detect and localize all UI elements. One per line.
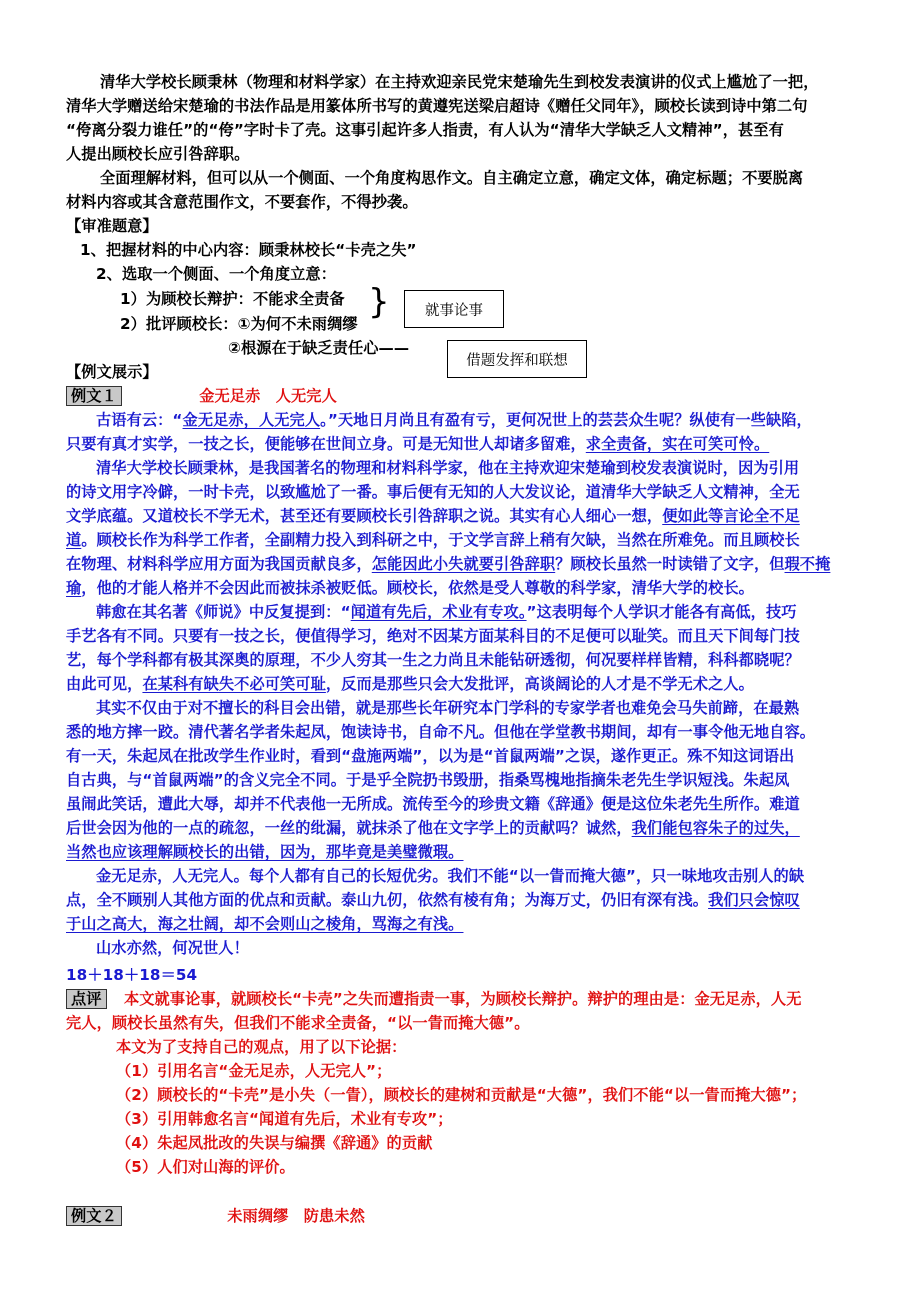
essay-text: 金无足赤，人无完人。每个人都有自己的长短优劣。我们不能“以一眚而掩大德”，只一味地攻击别人的缺 <box>96 867 805 885</box>
essay1-line <box>66 505 856 528</box>
essay1-line <box>66 745 856 768</box>
underlined-phrase: 瑜 <box>66 579 82 597</box>
label-box: 就事论事 <box>404 290 504 328</box>
essay1-title: 金无足赤 人无完人 <box>199 387 337 405</box>
essay1-header <box>66 385 856 408</box>
essay1-line <box>96 697 886 720</box>
underlined-phrase: 道 <box>66 531 82 549</box>
essay-text: ”这表明每个人学识才能各有高低，技巧 <box>526 603 797 621</box>
instruction-line: 材料内容或其含意范围作文，不要套作，不得抄袭。 <box>66 193 418 211</box>
essay1-line <box>66 649 856 672</box>
essay-text: 韩愈在其名著《师说》中反复提到：“ <box>96 603 351 621</box>
essay-text: 点，全不顾别人其他方面的优点和贡献。泰山九仞，依然有棱有角；为海万丈，仍旧有深有浅。 <box>66 891 709 909</box>
essay1-line <box>96 409 886 432</box>
essay-text: 后世会因为他的一点的疏忽，一丝的纰漏，就抹杀了他在文字学上的贡献吗？诚然， <box>66 819 632 837</box>
essay-text: 的诗文用字冷僻，一时卡壳，以致尴尬了一番。事后便有无知的人大发议论，道清华大学缺乏人文精神，全无 <box>66 483 800 501</box>
essay-text: 清华大学校长顾秉林，是我国著名的物理和材料科学家，他在主持欢迎宋楚瑜到校发表演说时，因为引用 <box>96 459 800 477</box>
essay-text: 山水亦然，何况世人！ <box>96 939 249 957</box>
label-box: 借题发挥和联想 <box>447 340 587 378</box>
comment-line: 本文为了支持自己的观点，用了以下论据： <box>116 1038 407 1056</box>
essay-text: ，反而是那些只会大发批评，高谈阔论的人才是不学无术之人。 <box>325 675 754 693</box>
essay1-line <box>66 625 856 648</box>
underlined-phrase: 怎能因此小失就要引咎辞职 <box>371 555 556 573</box>
analysis-point: 2、选取一个侧面、一个角度立意： <box>96 265 336 283</box>
analysis-point: 1）为顾校长辩护：不能求全责备 <box>120 290 345 308</box>
essay-text: 其实不仅由于对不擅长的科目会出错，就是那些长年研究本门学科的专家学者也难免会马失前蹄，在最熟 <box>96 699 800 717</box>
essay1-line <box>66 889 856 912</box>
essay-text: ？顾校长虽然一时读错了文字，但 <box>555 555 785 573</box>
essay-text: 由此可见， <box>66 675 143 693</box>
essay1-line <box>66 577 856 600</box>
essay1-line <box>96 601 886 624</box>
underlined-phrase: 便如此等言论全不足 <box>662 507 800 525</box>
comment-tag: 点评 <box>66 989 107 1009</box>
essay1-line <box>66 433 856 456</box>
essay1-line <box>66 817 856 840</box>
essay-text: 文学底蕴。又道校长不学无术，甚至还有要顾校长引咎辞职之说。其实有心人细心一想， <box>66 507 663 525</box>
essay-text: 自古典，与“首鼠两端”的含义完全不同。于是乎全院扔书毁册，指桑骂槐地指摘朱老先生学识短浅。朱起凤 <box>66 771 790 789</box>
comment-line: 完人，顾校长虽然有失，但我们不能求全责备，“以一眚而掩大德”。 <box>66 1014 530 1032</box>
essay-text: 。顾校长作为科学工作者，全副精力投入到科研之中，于文学言辞上稍有欠缺，当然在所难免。而且顾校长 <box>81 531 800 549</box>
instruction-line: 全面理解材料，但可以从一个侧面、一个角度构思作文。自主确定立意，确定文体，确定标题；不要脱离 <box>100 169 804 187</box>
underlined-phrase: 我们只会惊叹 <box>708 891 800 909</box>
essay-text: 古语有云：“ <box>96 411 183 429</box>
essay1-line <box>66 841 856 864</box>
underlined-phrase: 当然也应该理解顾校长的出错，因为，那毕竟是美璧微瑕。 <box>66 843 464 861</box>
essay-text: 只要有真才实学，一技之长，便能够在世间立身。可是无知世人却诸多留难， <box>66 435 586 453</box>
comment-text: 本文就事论事，就顾校长“卡壳”之失而遭指责一事，为顾校长辩护。辩护的理由是：金无足赤，人无 <box>123 990 802 1008</box>
analysis-header: 【审准题意】 <box>66 217 158 235</box>
intro-line: “侉离分裂力谁任”的“侉”字时卡了壳。这事引起许多人指责，有人认为“清华大学缺乏人文精神”，甚至有 <box>66 121 784 139</box>
essay1-line <box>66 769 856 792</box>
essay2-header <box>66 1205 856 1228</box>
essay-text: 。”天地日月尚且有盈有亏，更何况世上的芸芸众生呢？纵使有一些缺陷， <box>320 411 812 429</box>
essay1-line <box>96 865 886 888</box>
comment-line <box>66 988 856 1011</box>
underlined-phrase: 于山之高大，海之壮阔，却不会则山之棱角，骂海之有浅。 <box>66 915 464 933</box>
essay1-line <box>66 913 856 936</box>
essay1-line <box>96 457 886 480</box>
essay-text: 艺，每个学科都有极其深奥的原理，不少人穷其一生之力尚且未能钻研透彻，何况要样样皆精，科科都晓呢？ <box>66 651 800 669</box>
brace-icon: } <box>368 282 390 322</box>
intro-line: 清华大学校长顾秉林（物理和材料学家）在主持欢迎亲民党宋楚瑜先生到校发表演讲的仪式上尴尬了一把， <box>100 73 819 91</box>
essay-text: 在物理、材料科学应用方面为我国贡献良多， <box>66 555 372 573</box>
comment-item: （5）人们对山海的评价。 <box>116 1158 295 1176</box>
underlined-phrase: 我们能包容朱子的过失， <box>631 819 800 837</box>
comment-item: （2）顾校长的“卡壳”是小失（一眚），顾校长的建树和贡献是“大德”，我们不能“以一眚而掩大德”； <box>116 1086 807 1104</box>
essay2-tag: 例文２ <box>66 1206 122 1226</box>
underlined-phrase: 求全责备，实在可笑可怜。 <box>585 435 770 453</box>
essay2-title: 未雨绸缪 防患未然 <box>227 1207 365 1225</box>
analysis-point: 1、把握材料的中心内容：顾秉林校长“卡壳之失” <box>80 241 417 259</box>
examples-header: 【例文展示】 <box>66 363 158 381</box>
essay1-line <box>66 673 856 696</box>
essay1-line <box>66 529 856 552</box>
essay1-score: 18＋18＋18＝54 <box>66 966 198 984</box>
analysis-point: ②根源在于缺乏责任心—— <box>228 339 410 357</box>
essay-text: 手艺各有不同。只要有一技之长，便值得学习，绝对不因某方面某科目的不足便可以耻笑。而且天下间每门技 <box>66 627 800 645</box>
essay1-line <box>66 721 856 744</box>
comment-item: （3）引用韩愈名言“闻道有先后，术业有专攻”； <box>116 1110 453 1128</box>
essay1-line <box>66 553 856 576</box>
comment-item: （4）朱起凤批改的失误与编撰《辞通》的贡献 <box>116 1134 433 1152</box>
essay1-line <box>66 793 856 816</box>
intro-line: 人提出顾校长应引咎辞职。 <box>66 145 250 163</box>
intro-line: 清华大学赠送给宋楚瑜的书法作品是用篆体所书写的黄遵宪送梁启超诗《赠任父同年》，顾校长读到诗中第二句 <box>66 97 808 115</box>
essay1-line <box>96 937 886 960</box>
essay-text: ，他的才能人格并不会因此而被抹杀被贬低。顾校长，依然是受人尊敬的科学家，清华大学的校长。 <box>81 579 754 597</box>
underlined-phrase: 金无足赤，人无完人 <box>182 411 321 429</box>
essay1-line <box>66 481 856 504</box>
comment-item: （1）引用名言“金无足赤，人无完人”； <box>116 1062 392 1080</box>
underlined-phrase: 在某科有缺失不必可笑可耻 <box>142 675 326 693</box>
essay-text: 虽闹此笑话，遭此大辱，却并不代表他一无所成。流传至今的珍贵文籍《辞通》便是这位朱老先生所作。难道 <box>66 795 800 813</box>
essay1-tag: 例文１ <box>66 386 122 406</box>
essay-text: 悉的地方摔一跤。清代著名学者朱起凤，饱读诗书，自命不凡。但他在学堂教书期间，却有一事令他无地自容。 <box>66 723 816 741</box>
underlined-phrase: 瑕不掩 <box>784 555 831 573</box>
underlined-phrase: 闻道有先后，术业有专攻。 <box>350 603 527 621</box>
analysis-point: 2）批评顾校长：①为何不未雨绸缪 <box>120 315 358 333</box>
essay-text: 有一天，朱起凤在批改学生作业时，看到“盘施两端”，以为是“首鼠两端”之误，遂作更正。殊不知这词语出 <box>66 747 795 765</box>
